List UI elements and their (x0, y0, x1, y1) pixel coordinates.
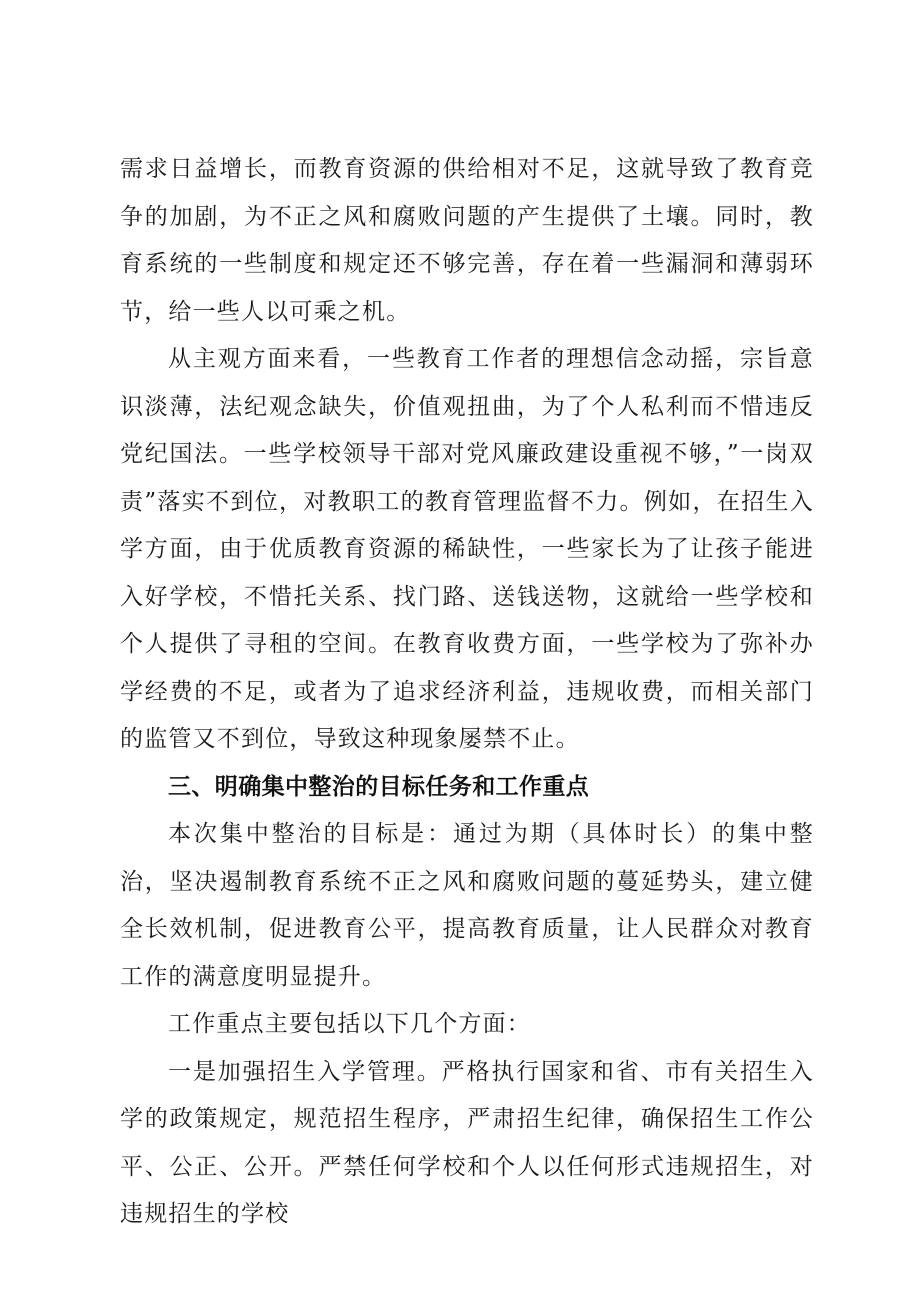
paragraph-p5: 一是加强招生入学管理。严格执行国家和省、市有关招生入学的政策规定，规范招生程序，严肃招生纪律，确保招生工作公平、公正、公开。严禁任何学校和个人以任何形式违规招生，对违规招生的学校 (120, 1058, 814, 1227)
paragraph-p3: 本次集中整治的目标是：通过为期（具体时长）的集中整治，坚决遏制教育系统不正之风和腐败问题的蔓延势头，建立健全长效机制，促进教育公平，提高教育质量，让人民群众对教育工作的满意度明显提升。 (120, 821, 814, 990)
section-heading: 三、明确集中整治的目标任务和工作重点 (168, 773, 590, 800)
paragraph-p2: 从主观方面来看，一些教育工作者的理想信念动摇，宗旨意识淡薄，法纪观念缺失，价值观扭曲，为了个人私利而不惜违反党纪国法。一些学校领导干部对党风廉政建设重视不够，”一岗双责”落实不到位，对教职工的教育管理监督不力。例如，在招生入学方面，由于优质教育资源的稀缺性，一些家长为了让孩子能进入好学校，不惜托关系、找门路、送钱送物，这就给一些学校和个人提供了寻租的空间。在教育收费方面，一些学校为了弥补办学经费的不足，或者为了追求经济利益，违规收费，而相关部门的监管又不到位，导致这种现象屡禁不止。 (120, 346, 814, 752)
paragraph-p1: 需求日益增长，而教育资源的供给相对不足，这就导致了教育竞争的加剧，为不正之风和腐败问题的产生提供了土壤。同时，教育系统的一些制度和规定还不够完善，存在着一些漏洞和薄弱环节，给一些人以可乘之机。 (120, 156, 814, 325)
paragraph-p4: 工作重点主要包括以下几个方面： (168, 1011, 531, 1037)
document-body (120, 146, 814, 1239)
